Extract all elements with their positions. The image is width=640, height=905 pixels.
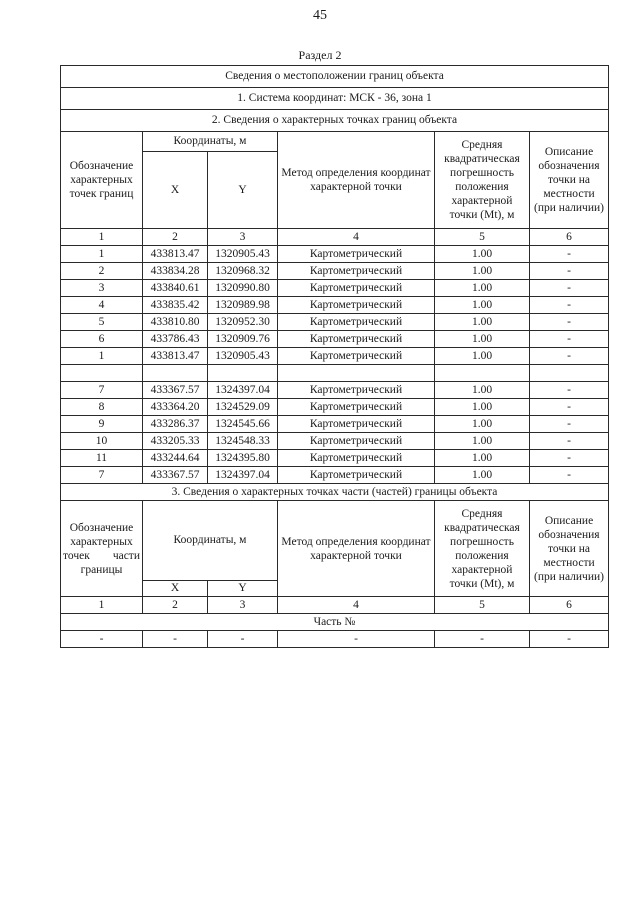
point-number: 8 (61, 399, 143, 416)
col-number: 1 (61, 229, 143, 246)
header3-designation-word: части (112, 549, 140, 562)
table-row (61, 297, 609, 314)
point-mt: 1.00 (435, 314, 530, 331)
point-y: 1320909.76 (208, 331, 278, 348)
column-number-row (61, 229, 609, 246)
point-desc: - (530, 331, 609, 348)
point-x: 433205.33 (143, 433, 208, 450)
point-desc: - (530, 263, 609, 280)
part-label: Часть № (61, 614, 609, 631)
point-x: 433813.47 (143, 348, 208, 365)
point-desc: - (530, 382, 609, 399)
point-method: Картометрический (278, 348, 435, 365)
point-x: 433367.57 (143, 467, 208, 484)
point-x: 433810.80 (143, 314, 208, 331)
point-y: 1320952.30 (208, 314, 278, 331)
point-x: 433834.28 (143, 263, 208, 280)
section3-title: 3. Сведения о характерных точках части (частей) границы объекта (61, 484, 609, 501)
point-y: 1320905.43 (208, 246, 278, 263)
header-y: Y (208, 152, 278, 229)
header-x: X (143, 152, 208, 229)
point-number: 1 (61, 246, 143, 263)
part-cell: - (435, 631, 530, 648)
point-mt: 1.00 (435, 382, 530, 399)
page-number: 45 (313, 8, 327, 23)
point-desc: - (530, 450, 609, 467)
point-x: 433813.47 (143, 246, 208, 263)
header-description: Описание обозначения точки на местности (при наличии) (530, 132, 609, 229)
point-number: 1 (61, 348, 143, 365)
col-number: 6 (530, 229, 609, 246)
point-number: 9 (61, 416, 143, 433)
point-method: Картометрический (278, 467, 435, 484)
boundary-table (60, 65, 609, 648)
point-y: 1320990.80 (208, 280, 278, 297)
table-row (61, 467, 609, 484)
header3-coords: Координаты, м (143, 501, 278, 581)
col-number: 2 (143, 229, 208, 246)
point-number: 7 (61, 467, 143, 484)
table-row (61, 246, 609, 263)
point-y: 1320989.98 (208, 297, 278, 314)
section2-title: 2. Сведения о характерных точках границ объекта (61, 110, 609, 132)
part-cell: - (208, 631, 278, 648)
header3-description: Описание обозначения точки на местности (при наличии) (530, 501, 609, 597)
point-mt: 1.00 (435, 263, 530, 280)
header3-error: Средняя квадратическая погрешность положения характерной точки (Mt), м (435, 501, 530, 597)
part-cell: - (143, 631, 208, 648)
point-number: 3 (61, 280, 143, 297)
coord-system: 1. Система координат: МСК - 36, зона 1 (61, 88, 609, 110)
header3-designation (61, 501, 143, 597)
point-method: Картометрический (278, 263, 435, 280)
point-mt: 1.00 (435, 297, 530, 314)
table-row (61, 416, 609, 433)
table-row (61, 263, 609, 280)
header3-y: Y (208, 581, 278, 597)
point-x: 433244.64 (143, 450, 208, 467)
point-y: 1324529.09 (208, 399, 278, 416)
point-desc: - (530, 416, 609, 433)
point-method: Картометрический (278, 399, 435, 416)
point-number: 6 (61, 331, 143, 348)
point-x: 433286.37 (143, 416, 208, 433)
point-method: Картометрический (278, 382, 435, 399)
header3-designation-word: точек (63, 549, 90, 562)
point-y: 1324545.66 (208, 416, 278, 433)
table-row (61, 450, 609, 467)
point-mt: 1.00 (435, 280, 530, 297)
point-method: Картометрический (278, 416, 435, 433)
part-cell: - (278, 631, 435, 648)
point-mt: 1.00 (435, 348, 530, 365)
part-cell: - (530, 631, 609, 648)
point-desc: - (530, 399, 609, 416)
point-y: 1320968.32 (208, 263, 278, 280)
table-row (61, 382, 609, 399)
point-desc: - (530, 297, 609, 314)
point-number: 11 (61, 450, 143, 467)
header3-designation-line: Обозначение (69, 521, 134, 534)
point-x: 433367.57 (143, 382, 208, 399)
header3-designation-line (63, 549, 140, 563)
header-designation: Обозначение характерных точек границ (61, 132, 143, 229)
point-mt: 1.00 (435, 450, 530, 467)
table-title: Сведения о местоположении границ объекта (61, 66, 609, 88)
point-x: 433840.61 (143, 280, 208, 297)
col-number: 2 (143, 597, 208, 614)
point-mt: 1.00 (435, 246, 530, 263)
table-row (61, 280, 609, 297)
point-method: Картометрический (278, 297, 435, 314)
col-number: 5 (435, 229, 530, 246)
col-number: 1 (61, 597, 143, 614)
point-number: 2 (61, 263, 143, 280)
blank-row (61, 365, 609, 382)
col-number: 4 (278, 229, 435, 246)
point-mt: 1.00 (435, 433, 530, 450)
point-desc: - (530, 246, 609, 263)
point-mt: 1.00 (435, 399, 530, 416)
point-method: Картометрический (278, 450, 435, 467)
table-row (61, 399, 609, 416)
section-label: Раздел 2 (298, 48, 342, 62)
col-number: 6 (530, 597, 609, 614)
header3-designation-line: границы (80, 563, 123, 576)
point-desc: - (530, 433, 609, 450)
point-number: 5 (61, 314, 143, 331)
point-number: 4 (61, 297, 143, 314)
point-desc: - (530, 467, 609, 484)
point-method: Картометрический (278, 246, 435, 263)
point-desc: - (530, 314, 609, 331)
point-mt: 1.00 (435, 416, 530, 433)
header3-designation-line: характерных (70, 535, 133, 548)
point-method: Картометрический (278, 314, 435, 331)
table-row (61, 331, 609, 348)
point-x: 433364.20 (143, 399, 208, 416)
point-number: 7 (61, 382, 143, 399)
part-cell: - (61, 631, 143, 648)
header-error: Средняя квадратическая погрешность положения характерной точки (Mt), м (435, 132, 530, 229)
table-row (61, 314, 609, 331)
col-number: 4 (278, 597, 435, 614)
point-desc: - (530, 280, 609, 297)
col-number: 3 (208, 229, 278, 246)
point-desc: - (530, 348, 609, 365)
table-row (61, 348, 609, 365)
point-y: 1324548.33 (208, 433, 278, 450)
column-number-row (61, 597, 609, 614)
header-method: Метод определения координат характерной точки (278, 132, 435, 229)
header3-x: X (143, 581, 208, 597)
point-y: 1324395.80 (208, 450, 278, 467)
point-y: 1320905.43 (208, 348, 278, 365)
part-row (61, 631, 609, 648)
point-method: Картометрический (278, 331, 435, 348)
col-number: 3 (208, 597, 278, 614)
point-mt: 1.00 (435, 331, 530, 348)
col-number: 5 (435, 597, 530, 614)
point-method: Картометрический (278, 280, 435, 297)
point-number: 10 (61, 433, 143, 450)
point-x: 433835.42 (143, 297, 208, 314)
point-x: 433786.43 (143, 331, 208, 348)
point-method: Картометрический (278, 433, 435, 450)
point-mt: 1.00 (435, 467, 530, 484)
point-y: 1324397.04 (208, 467, 278, 484)
point-y: 1324397.04 (208, 382, 278, 399)
table-row (61, 433, 609, 450)
header-coords: Координаты, м (143, 132, 278, 152)
header3-method: Метод определения координат характерной точки (278, 501, 435, 597)
